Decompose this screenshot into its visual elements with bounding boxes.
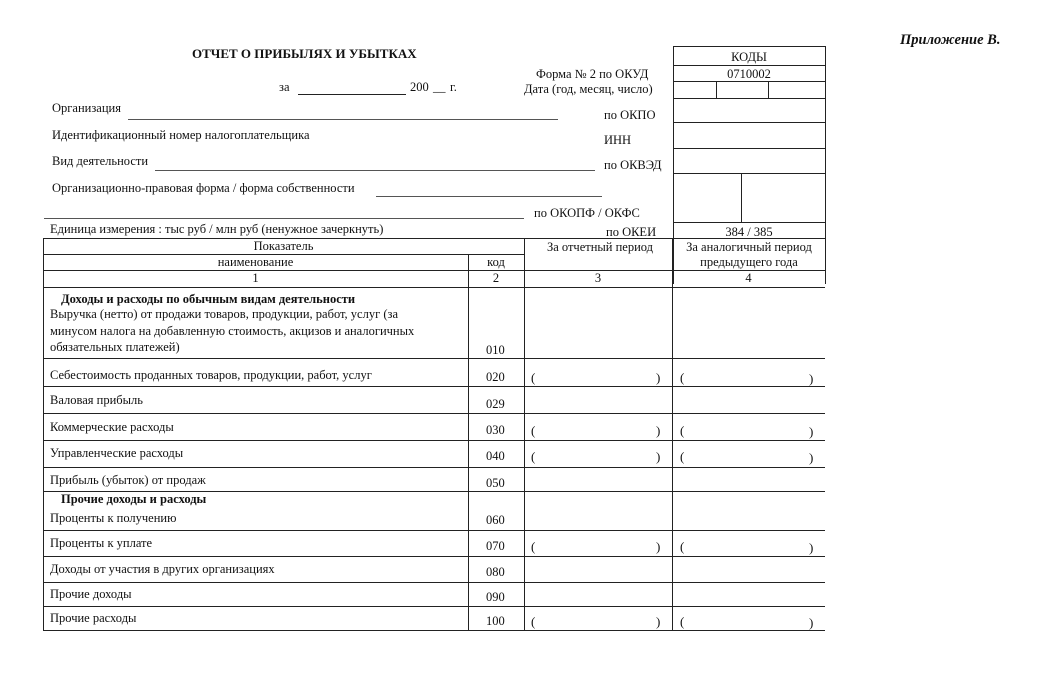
row-label: Себестоимость проданных товаров, продукции, работ, услуг xyxy=(50,368,372,382)
field-activity-label: Вид деятельности xyxy=(52,154,149,168)
row-code: 070 xyxy=(486,539,505,553)
field-organization-label: Организация xyxy=(52,101,121,115)
revenue-label-line2: минусом налога на добавленную стоимость, акцизов и аналогичных xyxy=(50,324,415,338)
paren-close: ) xyxy=(809,424,814,439)
paren-close: ) xyxy=(809,450,814,465)
row-code: 090 xyxy=(486,590,505,604)
row-label: Коммерческие расходы xyxy=(50,420,174,434)
paren-open: ( xyxy=(531,370,536,385)
paren-open: ( xyxy=(680,449,685,464)
section-ordinary-activities: Доходы и расходы по обычным видам деятельности xyxy=(61,292,356,306)
paren-close: ) xyxy=(656,449,661,464)
row-label: Валовая прибыль xyxy=(50,393,143,407)
revenue-label-line3: обязательных платежей) xyxy=(50,340,180,354)
row-label: Проценты к уплате xyxy=(50,536,153,550)
okopf-okfs-label: по ОКОПФ / ОКФС xyxy=(534,206,640,220)
row-label: Доходы от участия в других организациях xyxy=(50,562,275,576)
okved-label: по ОКВЭД xyxy=(604,158,662,172)
paren-close: ) xyxy=(809,371,814,386)
col-num-1: 1 xyxy=(252,271,259,285)
row-label: Управленческие расходы xyxy=(50,446,184,460)
row-code: 050 xyxy=(486,476,505,490)
paren-close: ) xyxy=(809,540,814,555)
row-code: 060 xyxy=(486,513,505,527)
report-title: ОТЧЕТ О ПРИБЫЛЯХ И УБЫТКАХ xyxy=(192,46,417,61)
field-activity-line[interactable] xyxy=(155,170,595,171)
col-current-header: За отчетный период xyxy=(546,240,654,254)
row-code: 040 xyxy=(486,449,505,463)
row-label: Проценты к получению xyxy=(50,511,177,525)
inn-cell[interactable] xyxy=(673,148,825,149)
paren-open: ( xyxy=(531,539,536,554)
row-label: Прочие доходы xyxy=(50,587,132,601)
appendix-label: Приложение В. xyxy=(900,32,1001,48)
row-label: Прочие расходы xyxy=(50,611,137,625)
okopf-okfs-cell[interactable] xyxy=(673,222,825,223)
paren-close: ) xyxy=(656,370,661,385)
okei-label: по ОКЕИ xyxy=(606,225,657,239)
codes-header: КОДЫ xyxy=(731,50,767,64)
unit-label: Единица измерения : тыс руб / млн руб (ненужное зачеркнуть) xyxy=(50,222,384,236)
col-num-3: 3 xyxy=(594,271,602,285)
inn-label: ИНН xyxy=(604,133,632,147)
field-legal-form-line[interactable] xyxy=(376,196,602,197)
paren-close: ) xyxy=(656,423,661,438)
col-code-header: код xyxy=(487,255,505,269)
col-indicator-header: Показатель xyxy=(253,239,314,253)
okud-code: 0710002 xyxy=(727,67,771,81)
period-year-blank[interactable]: __ xyxy=(433,80,446,94)
col-num-4: 4 xyxy=(745,271,752,285)
paren-open: ( xyxy=(531,423,536,438)
period-suffix: г. xyxy=(450,80,457,94)
paren-open: ( xyxy=(680,370,685,385)
okei-code: 384 / 385 xyxy=(725,225,773,239)
row-code: 080 xyxy=(486,565,505,579)
section-other-income-expense: Прочие доходы и расходы xyxy=(61,492,207,506)
field-inn-label: Идентификационный номер налогоплательщика xyxy=(52,128,310,142)
col-num-2: 2 xyxy=(492,271,500,285)
col-name-header: наименование xyxy=(217,255,294,269)
row-label: Прибыль (убыток) от продаж xyxy=(50,473,206,487)
field-organization-line[interactable] xyxy=(128,119,558,120)
period-prefix: за xyxy=(279,80,290,94)
paren-open: ( xyxy=(531,614,536,629)
okpo-label: по ОКПО xyxy=(604,108,656,122)
revenue-label-line1: Выручка (нетто) от продажи товаров, продукции, работ, услуг (за xyxy=(50,307,398,321)
col-prev-header: За аналогичный период предыдущего года xyxy=(686,240,812,269)
form-okud-label: Форма № 2 по ОКУД xyxy=(536,67,649,81)
row-code: 029 xyxy=(486,397,505,411)
field-legal-form-label: Организационно-правовая форма / форма собственности xyxy=(52,181,355,195)
row-code: 030 xyxy=(486,423,505,437)
okpo-cell[interactable] xyxy=(673,122,825,123)
okved-cell[interactable] xyxy=(673,173,825,174)
paren-open: ( xyxy=(680,539,685,554)
row-code: 020 xyxy=(486,370,505,384)
period-blank-line[interactable] xyxy=(298,94,406,95)
paren-open: ( xyxy=(680,614,685,629)
date-label: Дата (год, месяц, число) xyxy=(524,82,653,96)
paren-close: ) xyxy=(656,614,661,629)
field-legal-form-line-2[interactable] xyxy=(44,218,524,219)
date-cells[interactable] xyxy=(673,98,825,99)
paren-open: ( xyxy=(531,449,536,464)
period-year: 200 xyxy=(410,80,429,94)
revenue-code: 010 xyxy=(486,343,505,357)
paren-open: ( xyxy=(680,423,685,438)
paren-close: ) xyxy=(656,539,661,554)
paren-close: ) xyxy=(809,615,814,630)
row-code: 100 xyxy=(486,614,505,628)
